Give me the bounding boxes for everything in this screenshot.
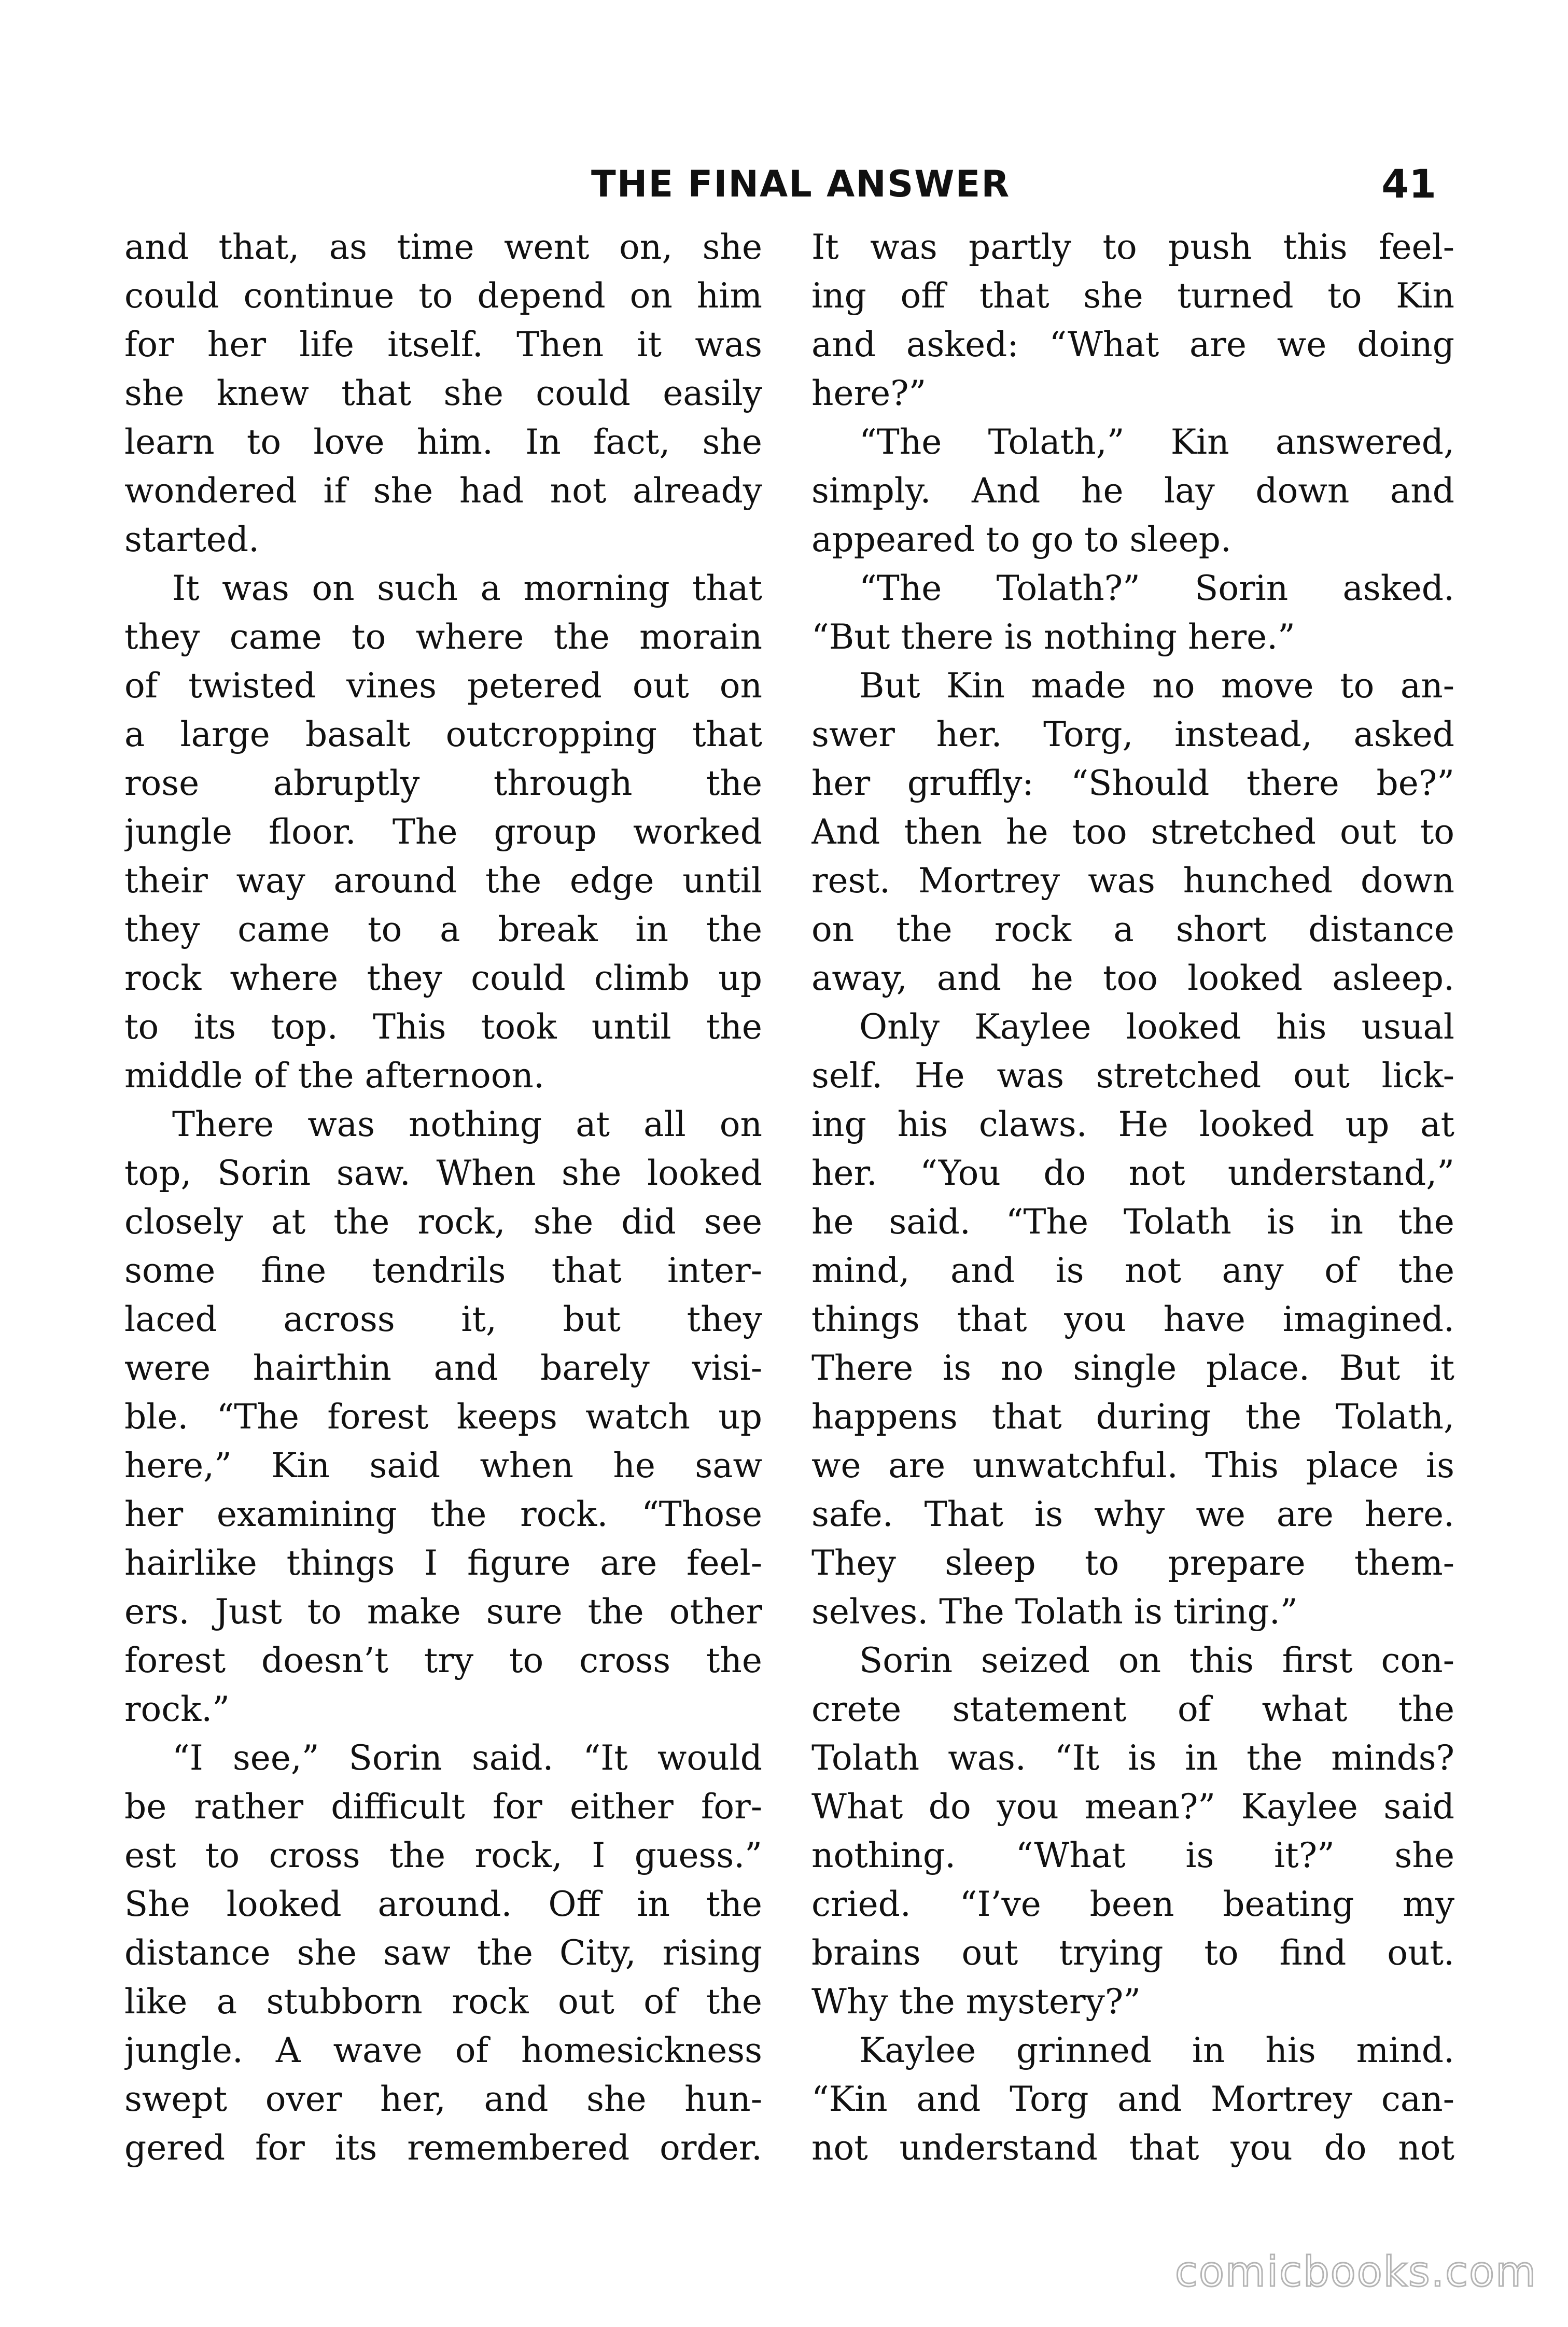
text-line: And then he too stretched out to <box>811 812 1454 852</box>
text-line: rest. Mortrey was hunched down <box>811 861 1454 901</box>
text-line: ble. “The forest keeps watch up <box>124 1397 762 1437</box>
text-line: laced across it, but they <box>124 1299 762 1339</box>
text-line: they came to where the morain <box>124 617 762 657</box>
text-line: away, and he too looked asleep. <box>811 958 1454 998</box>
text-line: middle of the afternoon. <box>124 1056 544 1096</box>
text-line: cried. “I’ve been beating my <box>811 1884 1454 1924</box>
text-column-right <box>811 223 1454 2172</box>
text-line: a large basalt outcropping that <box>124 714 762 754</box>
text-line: closely at the rock, she did see <box>124 1202 762 1242</box>
text-line: appeared to go to sleep. <box>811 520 1231 559</box>
running-title: THE FINAL ANSWER <box>591 163 1011 205</box>
text-line: est to cross the rock, I guess.” <box>124 1835 762 1875</box>
text-line: It was partly to push this feel- <box>811 227 1454 267</box>
text-line: swer her. Torg, instead, asked <box>811 714 1454 754</box>
text-line: gered for its remembered order. <box>124 2128 762 2168</box>
text-line: things that you have imagined. <box>811 1299 1454 1339</box>
text-line: jungle floor. The group worked <box>124 812 762 852</box>
text-column-left <box>124 223 762 2172</box>
text-line: nothing. “What is it?” she <box>811 1835 1454 1875</box>
text-line: self. He was stretched out lick- <box>811 1056 1454 1096</box>
text-line: They sleep to prepare them- <box>811 1543 1454 1583</box>
text-line: “The Tolath,” Kin answered, <box>859 422 1454 462</box>
text-line: But Kin made no move to an- <box>859 666 1454 706</box>
text-line: “I see,” Sorin said. “It would <box>172 1738 762 1778</box>
text-line: “But there is nothing here.” <box>811 617 1295 657</box>
text-line: rock.” <box>124 1689 230 1729</box>
text-line: She looked around. Off in the <box>124 1884 762 1924</box>
text-line: their way around the edge until <box>124 861 762 901</box>
text-line: wondered if she had not already <box>124 471 762 511</box>
text-line: her gruffly: “Should there be?” <box>811 763 1454 803</box>
text-line: he said. “The Tolath is in the <box>811 1202 1454 1242</box>
text-line: some fine tendrils that inter- <box>124 1251 762 1291</box>
text-line: she knew that she could easily <box>124 373 762 413</box>
text-line: here?” <box>811 373 927 413</box>
text-line: crete statement of what the <box>811 1689 1454 1729</box>
text-line: distance she saw the City, rising <box>124 1933 762 1973</box>
text-line: ers. Just to make sure the other <box>124 1592 762 1632</box>
text-line: for her life itself. Then it was <box>124 325 762 365</box>
text-line: here,” Kin said when he saw <box>124 1446 762 1485</box>
text-line: There was nothing at all on <box>172 1104 762 1144</box>
text-line: selves. The Tolath is tiring.” <box>811 1592 1298 1632</box>
text-line: were hairthin and barely visi- <box>124 1348 762 1388</box>
text-line: they came to a break in the <box>124 909 762 949</box>
running-header <box>124 156 1452 213</box>
text-line: Kaylee grinned in his mind. <box>859 2030 1454 2070</box>
text-line: her. “You do not understand,” <box>811 1153 1454 1193</box>
text-line: like a stubborn rock out of the <box>124 1982 762 2022</box>
page-number: 41 <box>1381 161 1436 207</box>
text-line: Tolath was. “It is in the minds? <box>811 1738 1454 1778</box>
text-line: safe. That is why we are here. <box>811 1494 1454 1534</box>
text-line: swept over her, and she hun- <box>124 2079 762 2119</box>
text-line: not understand that you do not <box>811 2128 1454 2168</box>
text-line: her examining the rock. “Those <box>124 1494 762 1534</box>
text-line: we are unwatchful. This place is <box>811 1446 1454 1485</box>
text-line: mind, and is not any of the <box>811 1251 1454 1291</box>
text-line: brains out trying to find out. <box>811 1933 1454 1973</box>
text-line: It was on such a morning that <box>172 568 762 608</box>
text-line: “The Tolath?” Sorin asked. <box>859 568 1454 608</box>
text-line: Why the mystery?” <box>811 1982 1141 2022</box>
text-line: and asked: “What are we doing <box>811 325 1454 365</box>
text-line: “Kin and Torg and Mortrey can- <box>811 2079 1454 2119</box>
text-line: Sorin seized on this first con- <box>859 1641 1454 1680</box>
text-line: and that, as time went on, she <box>124 227 762 267</box>
text-line: Only Kaylee looked his usual <box>859 1007 1454 1047</box>
text-line: happens that during the Tolath, <box>811 1397 1454 1437</box>
text-line: What do you mean?” Kaylee said <box>811 1787 1454 1827</box>
text-line: rose abruptly through the <box>124 763 762 803</box>
text-line: There is no single place. But it <box>811 1348 1454 1388</box>
text-line: hairlike things I figure are feel- <box>124 1543 762 1583</box>
text-line: could continue to depend on him <box>124 276 762 316</box>
text-line: be rather difficult for either for- <box>124 1787 762 1827</box>
text-line: top, Sorin saw. When she looked <box>124 1153 762 1193</box>
text-line: simply. And he lay down and <box>811 471 1454 511</box>
text-line: forest doesn’t try to cross the <box>124 1641 762 1680</box>
text-line: jungle. A wave of homesickness <box>124 2030 762 2070</box>
text-line: rock where they could climb up <box>124 958 762 998</box>
text-line: learn to love him. In fact, she <box>124 422 762 462</box>
text-line: on the rock a short distance <box>811 909 1454 949</box>
text-line: started. <box>124 520 260 559</box>
watermark: comicbooks.com <box>1174 2248 1537 2296</box>
text-line: of twisted vines petered out on <box>124 666 762 706</box>
text-line: ing his claws. He looked up at <box>811 1104 1454 1144</box>
text-line: ing off that she turned to Kin <box>811 276 1454 316</box>
text-line: to its top. This took until the <box>124 1007 762 1047</box>
